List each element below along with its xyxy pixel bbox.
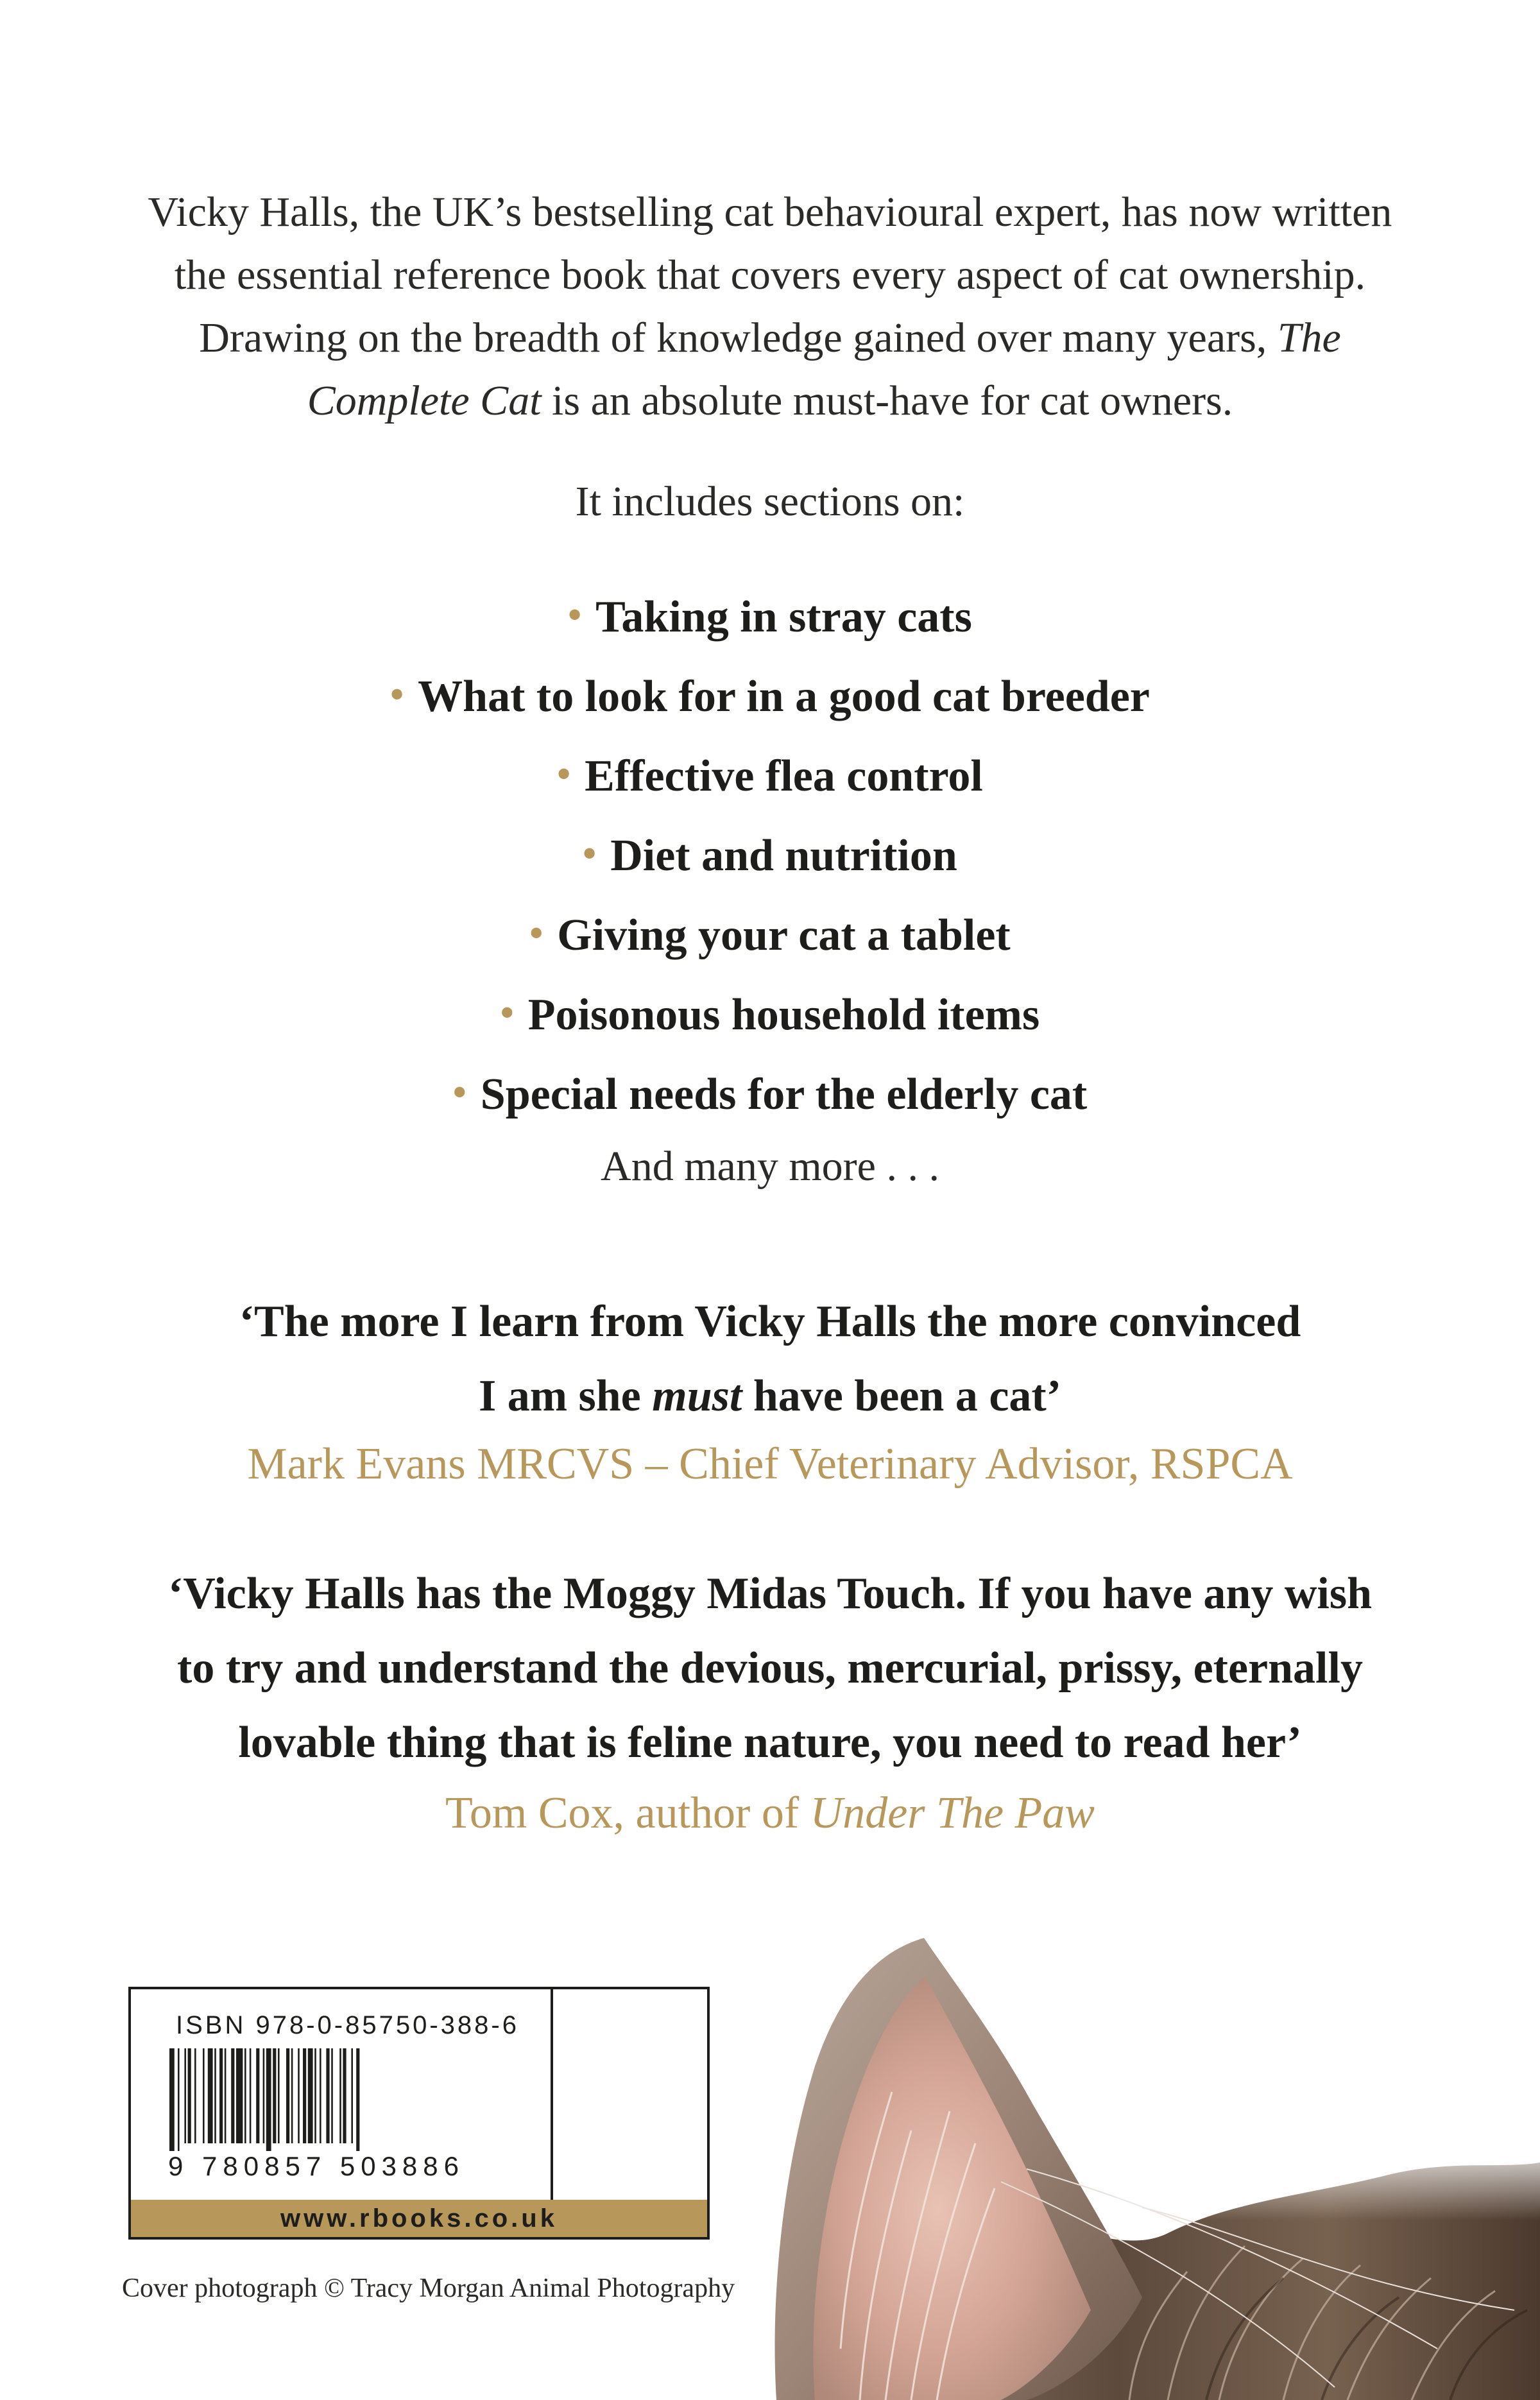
barcode-bar — [320, 2048, 321, 2143]
barcode-bar — [326, 2048, 329, 2143]
bullet-icon: • — [568, 594, 582, 636]
barcode-bar — [278, 2048, 280, 2143]
barcode-bar — [184, 2048, 186, 2143]
review-quote-1 — [128, 1285, 1412, 1434]
barcode-bar — [225, 2048, 227, 2143]
cat-ear-photo — [757, 1899, 1540, 2400]
bullet-icon: • — [557, 753, 571, 795]
barcode-bar — [244, 2048, 246, 2143]
barcode-bar — [169, 2048, 175, 2151]
quote-line: to try and understand the devious, mercurial, prissy, eternally — [177, 1643, 1363, 1693]
book-title: The Complete Cat — [307, 314, 1341, 424]
barcode-bar — [303, 2048, 306, 2143]
intro-blurb — [128, 181, 1412, 433]
barcode-bar — [194, 2048, 196, 2143]
barcode-bar — [308, 2048, 313, 2143]
quote-text: I am she — [478, 1371, 653, 1421]
publisher-url: www.rbooks.co.uk — [280, 2204, 558, 2233]
quote-1-attribution: Mark Evans MRCVS – Chief Veterinary Advisor, RSPCA — [247, 1439, 1293, 1489]
barcode-bar — [263, 2048, 265, 2143]
quote-line: ‘Vicky Halls has the Moggy Midas Touch. If you have any wish — [167, 1569, 1373, 1618]
list-item-label: Effective flea control — [585, 751, 983, 801]
list-item — [128, 895, 1412, 974]
list-item-label: Diet and nutrition — [610, 831, 957, 880]
barcode-bar — [314, 2048, 316, 2143]
quote-2-attribution — [128, 1781, 1412, 1846]
barcode-bar — [231, 2048, 234, 2143]
list-item — [128, 974, 1412, 1054]
intro-text-1: Vicky Halls, the UK’s bestselling cat behavioural expert, has now written the essential reference book that covers every aspect of cat ownership. Drawing on the breadth of knowledge gained over many years, — [148, 189, 1392, 361]
list-item — [128, 1054, 1412, 1133]
quote-emphasis: must — [652, 1371, 742, 1421]
barcode-bar — [214, 2048, 216, 2143]
bullet-icon: • — [529, 912, 543, 954]
sections-list — [128, 576, 1412, 1133]
barcode-bar — [188, 2048, 191, 2143]
barcode-bar — [331, 2048, 333, 2143]
barcode-bar — [298, 2048, 300, 2143]
barcode-bar — [178, 2048, 180, 2151]
barcode-bar — [351, 2048, 353, 2143]
bullet-icon: • — [452, 1071, 466, 1113]
and-many-more: And many more . . . — [601, 1143, 939, 1190]
barcode-icon — [169, 2048, 516, 2151]
quote-text: have been a cat’ — [742, 1371, 1062, 1421]
barcode-bar — [356, 2048, 359, 2151]
photo-credit: Cover photograph © Tracy Morgan Animal Photography — [122, 2274, 735, 2303]
bullet-icon: • — [390, 673, 404, 716]
review-quote-2 — [96, 1557, 1444, 1780]
barcode-bar — [236, 2048, 243, 2143]
attribution-book-title: Under The Paw — [810, 1788, 1095, 1838]
barcode-bar — [219, 2048, 223, 2143]
intro-text-2: is an absolute must-have for cat owners. — [541, 377, 1233, 424]
barcode-bar — [250, 2048, 252, 2143]
list-item-label: Special needs for the elderly cat — [480, 1070, 1088, 1119]
barcode-bar — [208, 2048, 213, 2143]
isbn-label: ISBN 978-0-85750-388-6 — [176, 2011, 519, 2039]
quote-line — [128, 1359, 1412, 1434]
quote-line: ‘The more I learn from Vicky Halls the more convinced — [239, 1297, 1301, 1346]
barcode-bar — [266, 2048, 271, 2151]
barcode-box — [128, 1987, 710, 2240]
list-item — [128, 815, 1412, 895]
barcode-bar — [291, 2048, 293, 2143]
quote-line: lovable thing that is feline nature, you need to read her’ — [238, 1718, 1302, 1767]
list-item — [128, 576, 1412, 656]
barcode-bar — [203, 2048, 205, 2143]
barcode-bar — [343, 2048, 346, 2143]
barcode-divider — [551, 1989, 553, 2205]
list-item-label: What to look for in a good cat breeder — [418, 672, 1150, 721]
barcode-bar — [256, 2048, 259, 2143]
list-item-label: Taking in stray cats — [595, 592, 972, 642]
includes-label: It includes sections on: — [575, 478, 965, 525]
barcode-bar — [286, 2048, 289, 2143]
barcode-digits: 9 780857 503886 — [168, 2151, 465, 2181]
list-item-label: Poisonous household items — [527, 990, 1040, 1040]
list-item-label: Giving your cat a tablet — [557, 911, 1011, 960]
bullet-icon: • — [583, 832, 597, 875]
attribution-text: Tom Cox, author of — [445, 1788, 810, 1838]
list-item — [128, 656, 1412, 735]
list-item — [128, 735, 1412, 815]
bullet-icon: • — [500, 991, 514, 1034]
barcode-bar — [339, 2048, 341, 2143]
barcode-bar — [273, 2048, 276, 2143]
url-band — [131, 2200, 707, 2237]
